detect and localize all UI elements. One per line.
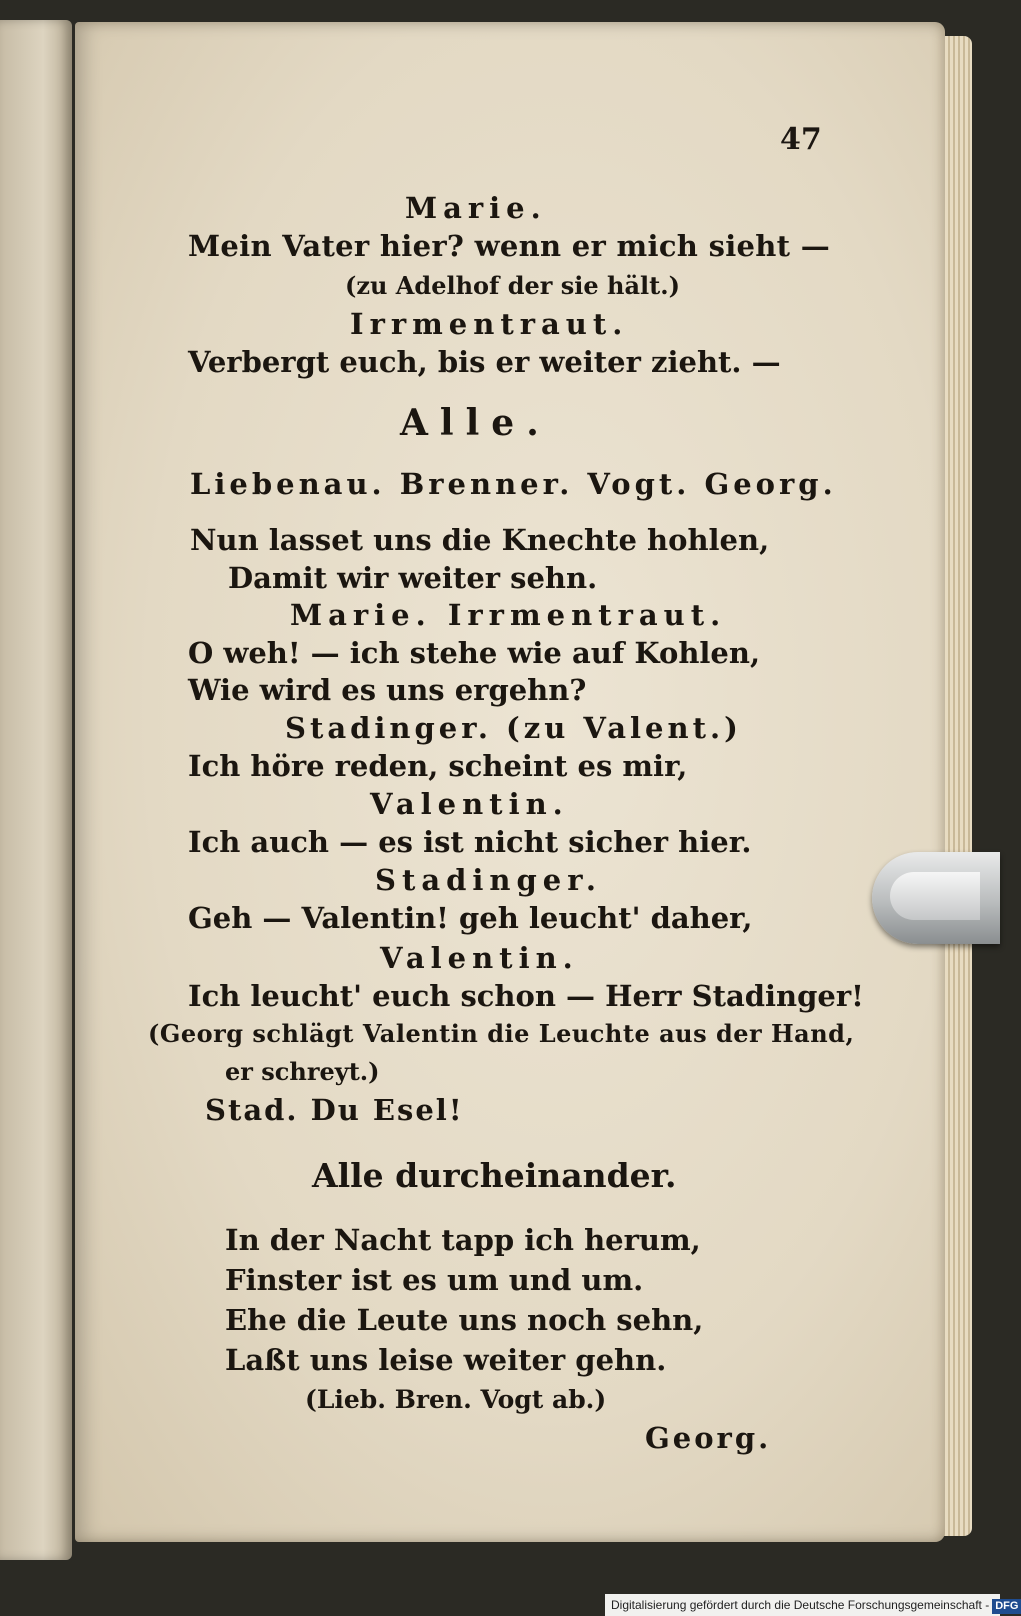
text-line: Laßt uns leise weiter gehn.: [225, 1343, 667, 1377]
page-clip: [872, 852, 1000, 944]
previous-page-edge: [0, 20, 72, 1560]
text-line: Nun lasset uns die Knechte hohlen,: [190, 523, 770, 557]
text-line: O weh! — ich stehe wie auf Kohlen,: [188, 636, 761, 670]
text-line: Geh — Valentin! geh leucht' daher,: [188, 901, 753, 935]
speaker-irrmentraut: Irrmentraut.: [350, 307, 629, 341]
speaker-marie-irrmentraut: Marie. Irrmentraut.: [290, 598, 727, 632]
text-line: Finster ist es um und um.: [225, 1263, 644, 1297]
heading-alle: Alle.: [400, 402, 551, 444]
dfg-logo: DFG: [992, 1599, 1021, 1614]
text-line: Verbergt euch, bis er weiter zieht. —: [188, 345, 781, 379]
text-line: Stad. Du Esel!: [205, 1093, 464, 1127]
heading-alle-durcheinander: Alle durcheinander.: [312, 1156, 677, 1195]
speaker-list: Liebenau. Brenner. Vogt. Georg.: [190, 467, 837, 501]
text-line: Ehe die Leute uns noch sehn,: [225, 1303, 704, 1337]
speaker-stadinger: Stadinger.: [375, 863, 602, 897]
speaker-marie: Marie.: [405, 191, 547, 225]
text-line: Mein Vater hier? wenn er mich sieht —: [188, 229, 831, 263]
text-line: Ich höre reden, scheint es mir,: [188, 749, 688, 783]
text-line: Ich leucht' euch schon — Herr Stadinger!: [188, 979, 864, 1013]
speaker-valentin: Valentin.: [370, 787, 569, 821]
speaker-stadinger: Stadinger. (zu Valent.): [285, 711, 742, 745]
digitization-credit: [605, 1594, 1019, 1616]
stage-direction: (Georg schlägt Valentin die Leuchte aus der Hand,: [148, 1019, 855, 1048]
credit-text: Digitalisierung gefördert durch die Deutsche Forschungsgemeinschaft -: [611, 1598, 990, 1612]
speaker-georg: Georg.: [645, 1421, 772, 1455]
stage-direction: er schreyt.): [225, 1057, 380, 1086]
text-line: Damit wir weiter sehn.: [228, 561, 598, 595]
speaker-valentin: Valentin.: [380, 941, 579, 975]
stage-direction: (zu Adelhof der sie hält.): [345, 271, 680, 300]
text-line: Wie wird es uns ergehn?: [188, 673, 587, 707]
stage-direction: (Lieb. Bren. Vogt ab.): [305, 1385, 607, 1414]
text-line: In der Nacht tapp ich herum,: [225, 1223, 701, 1257]
page-number: 47: [780, 122, 822, 157]
text-line: Ich auch — es ist nicht sicher hier.: [188, 825, 752, 859]
